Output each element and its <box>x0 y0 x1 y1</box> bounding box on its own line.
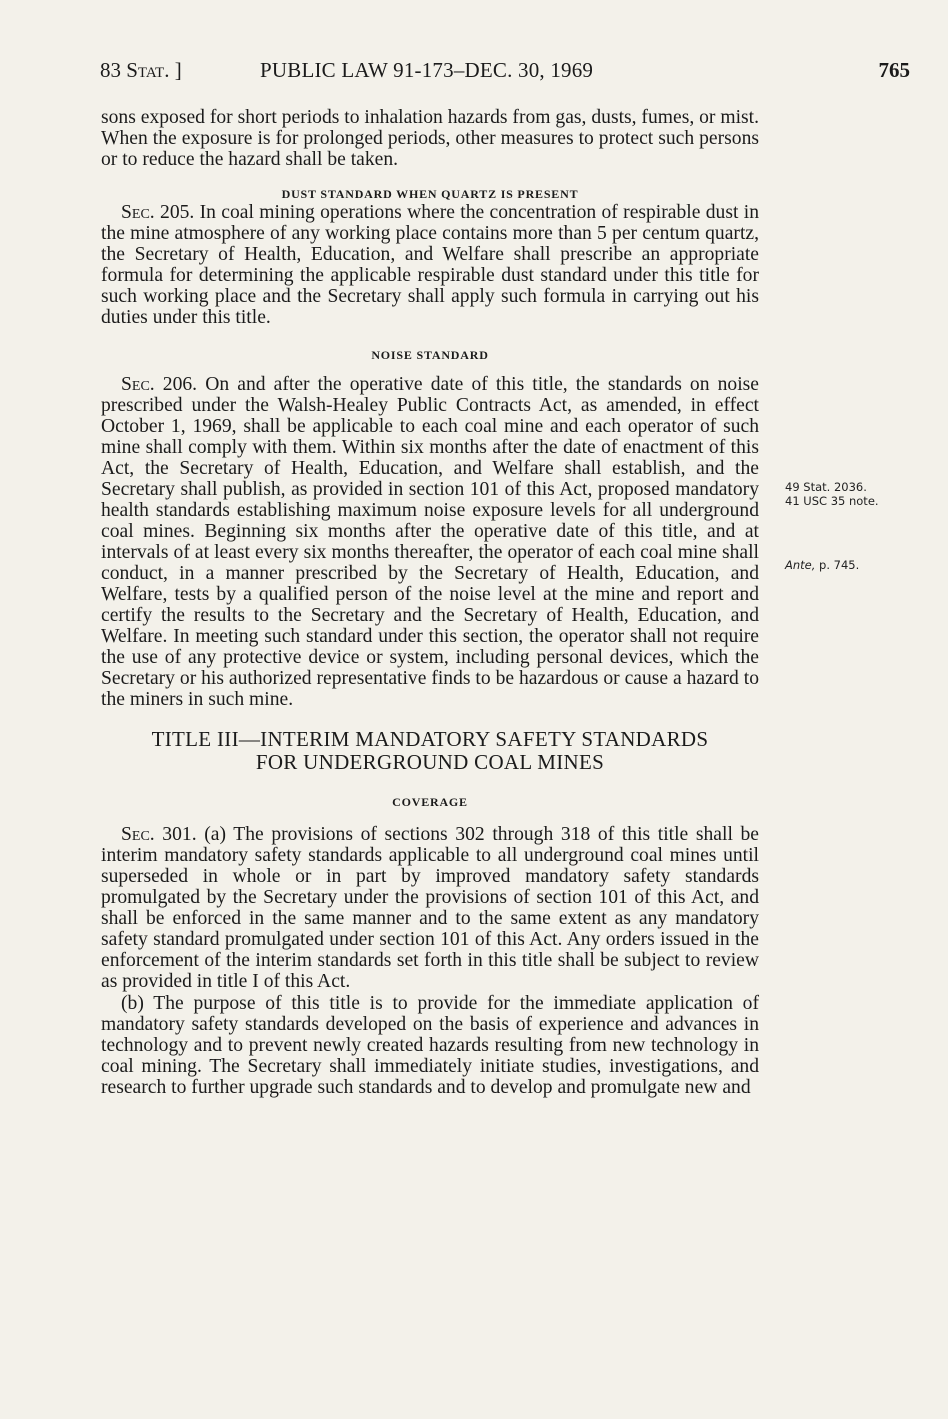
section-301-b: (b) The purpose of this title is to provide for the immediate application of mandatory safety standards developed on the basis of experience and advances in technology and to prevent newly created hazards resulting from new technology in coal mining. The Secretary shall immediately initiate studies, investigations, and research to further upgrade such standards and to develop and promulgate new and <box>101 993 759 1098</box>
section-205-label: Sec. 205. <box>121 202 195 223</box>
running-header <box>100 58 910 88</box>
margin-note-ante-page: p. 745. <box>815 558 860 572</box>
title-three-heading <box>101 728 759 774</box>
section-206-text: On and after the operative date of this title, the standards on noise prescribed under the Walsh-Healey Public Contracts Act, as amended, in effect October 1, 1969, shall be applicable to each coal mine and each operator of such mine shall comply with them. Within six months after the date of enactment of this Act, the Secretary of Health, Education, and Welfare shall establish, and the Secretary shall publish, as provided in section 101 of this Act, proposed mandatory health standards establishing maximum noise exposure levels for all underground coal mines. Beginning six months after the operative date of this title, and at intervals of at least every six months thereafter, the operator of each coal mine shall conduct, in a manner prescribed by the Secretary of Health, Education, and Welfare, tests by a qualified person of the noise level at the mine and report and certify the results to the Secretary and the Secretary of Health, Education, and Welfare. In meeting such standard under this section, the operator shall not require the use of any protective device or system, including personal devices, which the Secretary or his authorized representative finds to be hazardous or cause a hazard to the miners in such mine. <box>101 374 759 710</box>
section-205-text: In coal mining operations where the concentration of respirable dust in the mine atmosphere of any working place contains more than 5 per centum quartz, the Secretary of Health, Education, and Welfare shall prescribe an appropriate formula for determining the applicable respirable dust standard under this title for such working place and the Secretary shall apply such formula in carrying out his duties under this title. <box>101 202 759 328</box>
intro-paragraph: sons exposed for short periods to inhalation hazards from gas, dusts, fumes, or mist. When the exposure is for prolonged periods, other measures to protect such persons or to reduce the hazard shall be taken. <box>101 107 759 170</box>
margin-note-line-1: 49 Stat. 2036. <box>785 480 867 494</box>
heading-dust-standard: DUST STANDARD WHEN QUARTZ IS PRESENT <box>281 187 579 201</box>
margin-note-ante-italic: Ante, <box>785 558 816 572</box>
title-three-line-1: TITLE III—INTERIM MANDATORY SAFETY STANDARDS <box>151 727 709 751</box>
public-law-title: PUBLIC LAW 91-173–DEC. 30, 1969 <box>260 58 594 82</box>
section-206-label: Sec. 206. <box>121 374 198 395</box>
section-301-a-text: (a) The provisions of sections 302 through 318 of this title shall be interim mandatory safety standards applicable to all underground coal mines until superseded in whole or in part by improved mandatory safety standards promulgated by the Secretary under the provisions of section 101 of this Act, and shall be enforced in the same manner and to the same extent as any mandatory safety standard promulgated under section 101 of this Act. Any orders issued in the enforcement of the interim standards set forth in this title shall be subject to review as provided in title I of this Act. <box>101 824 760 992</box>
margin-note-citation <box>785 480 879 508</box>
margin-note-ante <box>785 558 859 572</box>
title-three-line-2: FOR UNDERGROUND COAL MINES <box>255 750 605 774</box>
statute-volume: 83 Stat. ] <box>100 58 182 82</box>
section-301-label: Sec. 301. <box>121 824 197 845</box>
section-205 <box>101 202 759 328</box>
margin-note-line-2: 41 USC 35 note. <box>785 494 879 508</box>
section-301-a <box>101 824 759 992</box>
page-number: 765 <box>878 58 910 82</box>
main-text <box>101 107 759 1098</box>
section-206 <box>101 374 759 710</box>
heading-noise-standard: NOISE STANDARD <box>371 348 489 362</box>
heading-coverage: COVERAGE <box>392 795 468 809</box>
